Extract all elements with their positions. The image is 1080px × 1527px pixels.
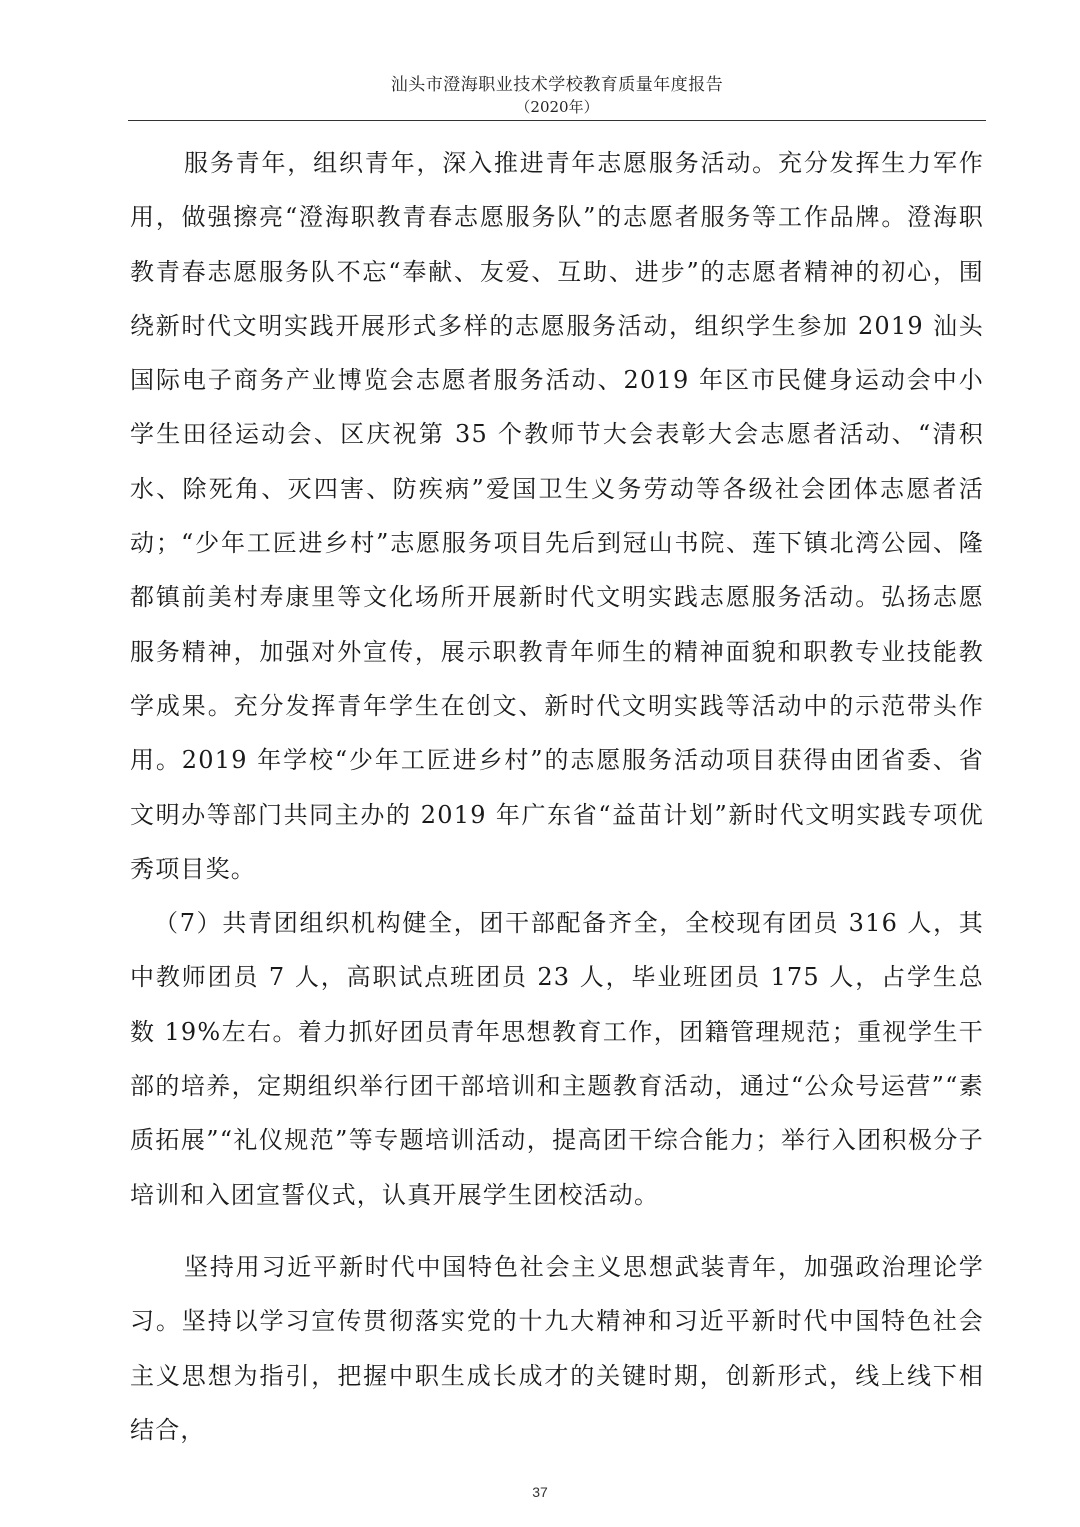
paragraph-league-organization: （7）共青团组织机构健全，团干部配备齐全，全校现有团员 316 人，其中教师团员 7 人，高职试点班团员 23 人，毕业班团员 175 人，占学生总数 19%左右。着力抓好团员青年思想教育工作，团籍管理规范；重视学生干部的培养，定期组织举行团干部培训和主题教育活动，通过“公众号运营”“素质拓展”“礼仪规范”等专题培训活动，提高团干综合能力；举行入团积极分子培训和入团宣誓仪式，认真开展学生团校活动。 [130, 909, 984, 1209]
header-divider [128, 120, 986, 121]
document-body [130, 136, 984, 1457]
report-title: 汕头市澄海职业技术学校教育质量年度报告 [390, 75, 724, 95]
page-header [128, 74, 986, 118]
paragraph-political-study: 坚持用习近平新时代中国特色社会主义思想武装青年，加强政治理论学习。坚持以学习宣传贯彻落实党的十九大精神和习近平新时代中国特色社会主义思想为指引，把握中职生成长成才的关键时期，创新形式，线上线下相结合， [130, 1252, 984, 1444]
page-number: 37 [532, 1484, 548, 1500]
report-year: （2020年） [515, 98, 599, 116]
paragraph-volunteer-service: 服务青年，组织青年，深入推进青年志愿服务活动。充分发挥生力军作用，做强擦亮“澄海职教青春志愿服务队”的志愿者服务等工作品牌。澄海职教青春志愿服务队不忘“奉献、友爱、互助、进步”的志愿者精神的初心，围绕新时代文明实践开展形式多样的志愿服务活动，组织学生参加 2019 汕头国际电子商务产业博览会志愿者服务活动、2019 年区市民健身运动会中小学生田径运动会、区庆祝第 35 个教师节大会表彰大会志愿者活动、“清积水、除死角、灭四害、防疾病”爱国卫生义务劳动等各级社会团体志愿者活动；“少年工匠进乡村”志愿服务项目先后到冠山书院、莲下镇北湾公园、隆都镇前美村寿康里等文化场所开展新时代文明实践志愿服务活动。弘扬志愿服务精神，加强对外宣传，展示职教青年师生的精神面貌和职教专业技能教学成果。充分发挥青年学生在创文、新时代文明实践等活动中的示范带头作用。2019 年学校“少年工匠进乡村”的志愿服务活动项目获得由团省委、省文明办等部门共同主办的 2019 年广东省“益苗计划”新时代文明实践专项优秀项目奖。 [130, 149, 984, 883]
